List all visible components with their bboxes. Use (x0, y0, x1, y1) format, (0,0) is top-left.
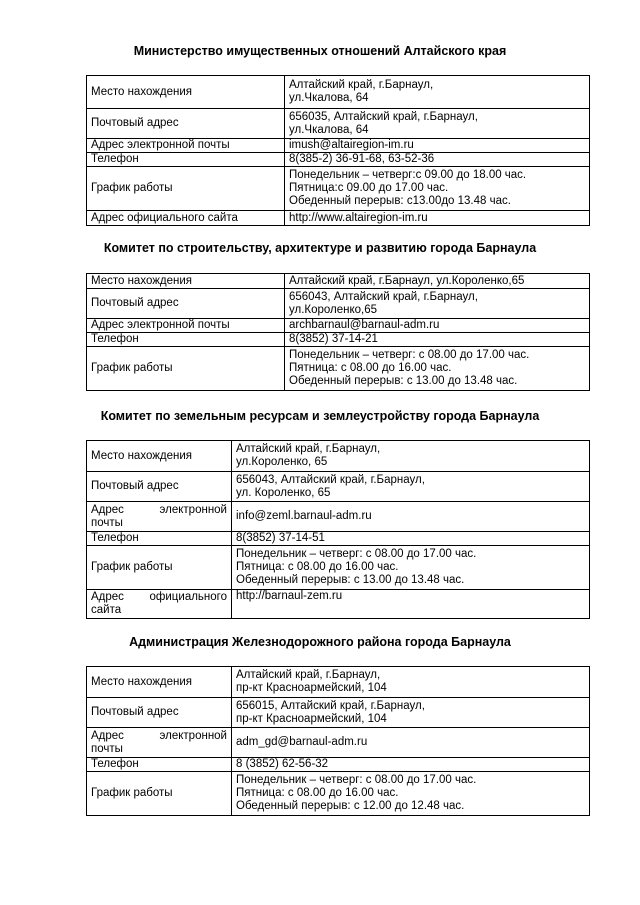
table-row (87, 347, 590, 391)
info-table (86, 273, 590, 391)
row-label-email: Адрес электронной почты (87, 502, 232, 532)
row-label-website: Адрес официального сайта (87, 590, 232, 619)
table-row (87, 153, 590, 167)
row-value-location: Алтайский край, г.Барнаул, ул.Чкалова, 64 (285, 76, 590, 109)
section-title: Комитет по земельным ресурсам и землеустройству города Барнаула (100, 409, 540, 423)
table-row (87, 758, 590, 772)
row-label-location: Место нахождения (87, 667, 232, 698)
table-row (87, 441, 590, 472)
row-label-phone: Телефон (87, 758, 232, 772)
table-row (87, 139, 590, 153)
row-value-email: archbarnaul@barnaul-adm.ru (285, 319, 590, 333)
table-row (87, 289, 590, 319)
row-label-phone: Телефон (87, 532, 232, 546)
table-row (87, 728, 590, 758)
table-row (87, 532, 590, 546)
section-title: Комитет по строительству, архитектуре и развитию города Барнаула (103, 241, 537, 255)
table-row (87, 333, 590, 347)
section-title: Администрация Железнодорожного района города Барнаула (129, 635, 511, 649)
table-row (87, 109, 590, 139)
row-value-schedule: Понедельник – четверг: с 08.00 до 17.00 час. Пятница: с 08.00 до 16.00 час. Обеденный перерыв: с 12.00 до 12.48 час. (232, 772, 590, 816)
row-value-phone: 8(385-2) 36-91-68, 63-52-36 (285, 153, 590, 167)
row-value-phone: 8(3852) 37-14-21 (285, 333, 590, 347)
row-value-schedule: Понедельник – четверг:с 09.00 до 18.00 час. Пятница:с 09.00 до 17.00 час. Обеденный перерыв: с13.00до 13.48 час. (285, 167, 590, 211)
info-table (86, 440, 590, 619)
row-label-postal: Почтовый адрес (87, 472, 232, 502)
row-value-schedule: Понедельник – четверг: с 08.00 до 17.00 час. Пятница: с 08.00 до 16.00 час. Обеденный перерыв: с 13.00 до 13.48 час. (232, 546, 590, 590)
table-row (87, 772, 590, 816)
table-row (87, 698, 590, 728)
table-row (87, 76, 590, 109)
row-value-location: Алтайский край, г.Барнаул, ул.Короленко,65 (285, 274, 590, 289)
row-label-postal: Почтовый адрес (87, 698, 232, 728)
row-label-schedule: График работы (87, 347, 285, 391)
row-label-postal: Почтовый адрес (87, 109, 285, 139)
row-value-phone: 8(3852) 37-14-51 (232, 532, 590, 546)
row-value-phone: 8 (3852) 62-56-32 (232, 758, 590, 772)
row-label-location: Место нахождения (87, 441, 232, 472)
row-label-website: Адрес официального сайта (87, 211, 285, 226)
info-table (86, 666, 590, 816)
row-value-website[interactable]: http://www.altairegion-im.ru (285, 211, 590, 226)
row-value-location: Алтайский край, г.Барнаул, ул.Короленко, 65 (232, 441, 590, 472)
row-label-schedule: График работы (87, 167, 285, 211)
row-label-location: Место нахождения (87, 76, 285, 109)
table-row (87, 472, 590, 502)
row-label-phone: Телефон (87, 333, 285, 347)
row-label-email: Адрес электронной почты (87, 728, 232, 758)
row-label-postal: Почтовый адрес (87, 289, 285, 319)
row-label-schedule: График работы (87, 772, 232, 816)
row-value-postal: 656043, Алтайский край, г.Барнаул, ул.Короленко,65 (285, 289, 590, 319)
row-label-location: Место нахождения (87, 274, 285, 289)
row-value-email: info@zeml.barnaul-adm.ru (232, 502, 590, 532)
section-title: Министерство имущественных отношений Алтайского края (133, 44, 507, 58)
row-value-location: Алтайский край, г.Барнаул, пр-кт Красноармейский, 104 (232, 667, 590, 698)
table-row (87, 211, 590, 226)
table-row (87, 590, 590, 619)
row-value-postal: 656043, Алтайский край, г.Барнаул, ул. Короленко, 65 (232, 472, 590, 502)
table-row (87, 667, 590, 698)
info-table (86, 75, 590, 226)
row-label-email: Адрес электронной почты (87, 139, 285, 153)
table-row (87, 546, 590, 590)
table-row (87, 319, 590, 333)
row-label-schedule: График работы (87, 546, 232, 590)
row-value-email: adm_gd@barnaul-adm.ru (232, 728, 590, 758)
row-value-schedule: Понедельник – четверг: с 08.00 до 17.00 час. Пятница: с 08.00 до 16.00 час. Обеденный перерыв: с 13.00 до 13.48 час. (285, 347, 590, 391)
table-row (87, 274, 590, 289)
table-row (87, 167, 590, 211)
row-value-postal: 656015, Алтайский край, г.Барнаул, пр-кт Красноармейский, 104 (232, 698, 590, 728)
row-value-postal: 656035, Алтайский край, г.Барнаул, ул.Чкалова, 64 (285, 109, 590, 139)
row-label-phone: Телефон (87, 153, 285, 167)
row-value-website[interactable]: http://barnaul-zem.ru (232, 590, 590, 619)
row-label-email: Адрес электронной почты (87, 319, 285, 333)
table-row (87, 502, 590, 532)
row-value-email: imush@altairegion-im.ru (285, 139, 590, 153)
